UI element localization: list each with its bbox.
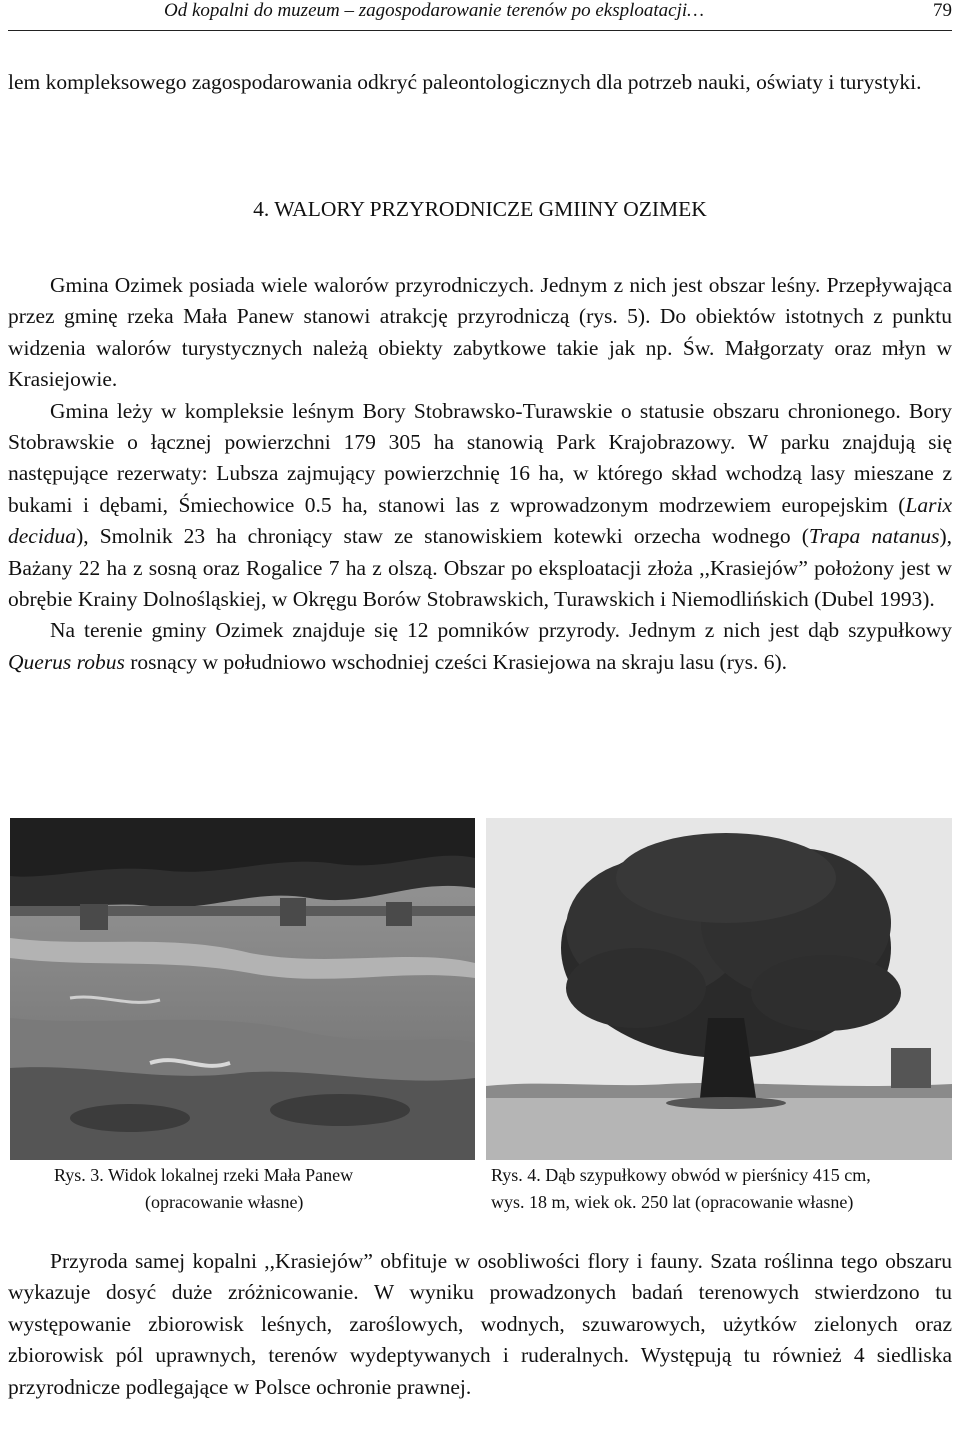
- species-quercus: Querus robus: [8, 649, 125, 674]
- intro-paragraph: lem kompleksowego zagospodarowania odkryć paleontologicznych dla potrzeb nauki, oświaty i turystyki.: [8, 70, 922, 94]
- paragraph-3: [8, 615, 952, 678]
- page-number: 79: [933, 0, 952, 21]
- paragraph-2-part-1: Gmina leży w kompleksie leśnym Bory Stobrawsko-Turawskie o statusie obszaru chronionego. Bory Stobrawskie o łącznej powierzchni 179 305 ha stanowią Park Krajobrazowy. W parku znajdują się następujące rezerwaty: Lubsza zajmujący powierzchnię 16 ha, w którego skład wchodzą lasy mieszane z bukami i dębami, Śmiechowice 0.5 ha, stanowi las z wprowadzonym modrzewiem europejskim (: [8, 398, 952, 517]
- river-photo-illustration: [10, 818, 475, 1160]
- running-header: [8, 0, 952, 31]
- oak-photo-illustration: [486, 818, 952, 1160]
- species-trapa: Trapa natanus: [808, 524, 940, 549]
- paragraph-2-part-3: ), Bażany 22 ha z sosną oraz Rogalice 7 ha z olszą. Obszar po eksploatacji złoża ,,Krasiejów” położony jest w obrębie Krainy Dolnośląskiej, w Okręgu Borów Stobrawskich, Turawskich i Niemodlińskich (Dubel 1993).: [8, 524, 952, 612]
- section-heading: 4. WALORY PRZYRODNICZE GMIINY OZIMEK: [253, 197, 707, 221]
- paragraph-2-part-2: ), Smolnik 23 ha chroniący staw ze stanowiskiem kotewki orzecha wodnego (: [76, 524, 809, 549]
- paragraph-2: [8, 396, 952, 616]
- figure-4-caption-line-1: Rys. 4. Dąb szypułkowy obwód w pierśnicy 415 cm,: [491, 1165, 871, 1185]
- closing-block: [8, 1246, 952, 1403]
- figure-4-caption-line-2: wys. 18 m, wiek ok. 250 lat (opracowanie własne): [491, 1192, 854, 1212]
- closing-paragraph: Przyroda samej kopalni ,,Krasiejów” obfituje w osobliwości flory i fauny. Szata roślinna tego obszaru wykazuje dosyć duże zróżnicowanie. W wyniku prowadzonych badań terenowych stwierdzono tu występowanie zbiorowisk leśnych, zaroślowych, wodnych, szuwarowych, użytków zielonych oraz zbiorowisk pól uprawnych, terenów wydeptywanych i ruderalnych. Występują tu również 4 siedliska przyrodnicze podlegające w Polsce ochronie prawnej.: [8, 1249, 952, 1399]
- paragraph-1: Gmina Ozimek posiada wiele walorów przyrodniczych. Jednym z nich jest obszar leśny. Przepływająca przez gminę rzeka Mała Panew stanowi atrakcję przyrodniczą (rys. 5). Do obiektów istotnych z punktu widzenia walorów turystycznych należą obiekty zabytkowe takie jak np. Św. Małgorzaty oraz młyn w Krasiejowie.: [8, 273, 952, 392]
- figure-3-caption-line-1: Rys. 3. Widok lokalnej rzeki Mała Panew: [54, 1165, 354, 1185]
- paragraph-3-part-1: Na terenie gminy Ozimek znajduje się 12 pomników przyrody. Jednym z nich jest dąb szypułkowy: [50, 618, 952, 643]
- river-photo: [10, 818, 475, 1160]
- running-title: Od kopalni do muzeum – zagospodarowanie terenów po eksploatacji…: [164, 0, 705, 21]
- oak-photo: [486, 818, 952, 1160]
- figure-3-caption-line-2: (opracowanie własne): [145, 1192, 304, 1212]
- section-body: [8, 270, 952, 678]
- species-larix: Larix decidua: [8, 492, 952, 549]
- intro-block: [8, 67, 952, 98]
- paragraph-3-part-2: rosnący w południowo wschodniej cześci Krasiejowa na skraju lasu (rys. 6).: [124, 649, 788, 674]
